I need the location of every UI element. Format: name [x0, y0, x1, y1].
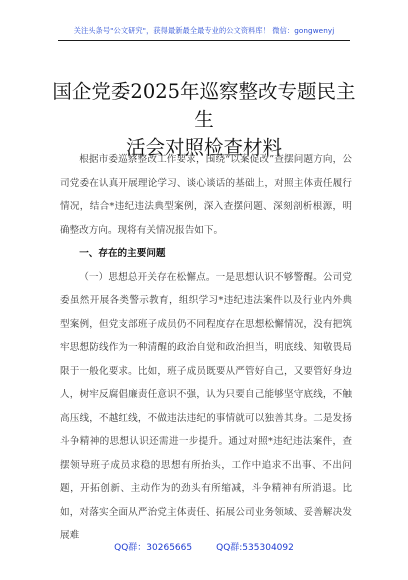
section-heading: 一、存在的主要问题 — [79, 248, 166, 259]
intro-paragraph: 根据市委巡察整改工作要求，围绕“以案促改”查摆问题方向，公司党委在认真开展理论学习、谈心谈话的基础上，对照主体责任履行情况，结合*违纪违法典型案例，深入查摆问题、深刻剖析根源，明确整改方向。现将有关情况报告如下。 — [60, 154, 352, 236]
qq-group-1: QQ群：30265665 — [114, 543, 193, 553]
footer-contacts — [0, 540, 408, 553]
title-line-2: 活会对照检查材料 — [125, 136, 282, 159]
body-paragraph: （一）思想总开关存在松懈点。一是思想认识不够警醒。公司党委虽然开展各类警示教育，组织学习*违纪违法案件以及行业内外典型案例，但党支部班子成员仍不同程度存在思想松懈情况，没有把筑牢思想防线作为一种清醒的政治自觉和政治担当，明底线、知敬畏局限于一般化要求。比如，班子成员既要从严管好自己，又要管好身边人，树牢反腐倡廉责任意识不强，认为只要自己能够坚守底线，不触高压线，不越红线，不做违法违纪的事情就可以独善其身。二是发扬斗争精神的思想认识还需进一步提升。通过对照*违纪违法案件，查摆领导班子成员求稳的思想有所抬头，工作中追求不出事、不出问题，开拓创新、主动作为的劲头有所缩减，斗争精神有所消退。比如，对落实全面从严治党主体责任、拓展公司业务领域、妥善解决发展难 — [60, 271, 352, 541]
qq-group-2: QQ群:535304092 — [216, 543, 294, 553]
document-body — [60, 148, 352, 548]
title-line-1: 国企党委2025年巡察整改专题民主生 — [52, 80, 356, 131]
header-note: 关注头条号"公文研究"，获得最新最全最专业的公文资料库！ 微信：gongwenyj — [73, 26, 335, 35]
header-divider — [58, 40, 350, 41]
